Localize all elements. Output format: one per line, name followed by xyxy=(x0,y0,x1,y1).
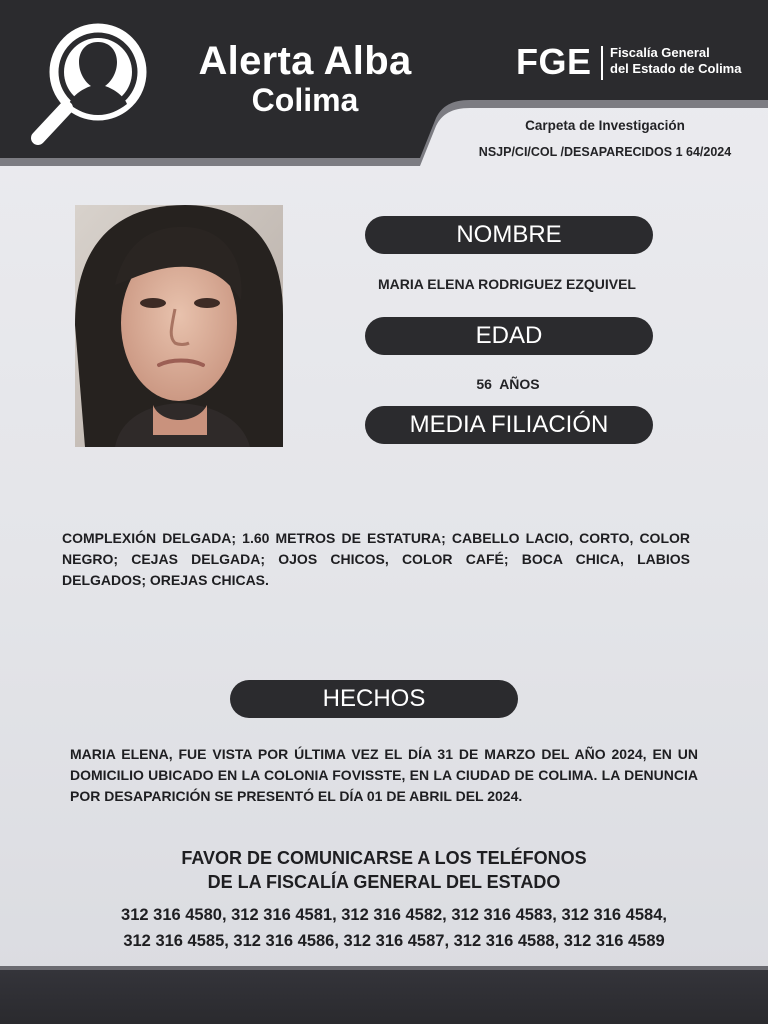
agency-name xyxy=(610,45,768,77)
description-label-pill: MEDIA FILIACIÓN xyxy=(365,406,653,444)
brand-subtitle: Colima xyxy=(251,82,359,118)
phone-list-line-1: 312 316 4580, 312 316 4581, 312 316 4582, 312 316 4583, 312 316 4584, xyxy=(121,906,667,924)
case-label: Carpeta de Investigación xyxy=(525,118,685,133)
case-number: NSJP/CI/COL /DESAPARECIDOS 1 64/2024 xyxy=(478,145,732,159)
magnifier-person-icon xyxy=(24,16,156,148)
contact-line-1: FAVOR DE COMUNICARSE A LOS TELÉFONOS xyxy=(181,848,587,868)
agency-abbreviation: FGE xyxy=(516,41,592,82)
facts-label-pill: HECHOS xyxy=(230,680,518,718)
person-name: MARIA ELENA RODRIGUEZ EZQUIVEL xyxy=(378,276,636,292)
facts-text: MARIA ELENA, FUE VISTA POR ÚLTIMA VEZ EL DÍA 31 DE MARZO DEL AÑO 2024, EN UN DOMICILIO UBICADO EN LA COLONIA FOVISSTE, EN LA CIUDAD DE COLIMA. LA DENUNCIA POR DESAPARICIÓN SE PRESENTÓ EL DÍA 01 DE ABRIL DEL 2024. xyxy=(70,746,698,804)
physical-description: COMPLEXIÓN DELGADA; 1.60 METROS DE ESTATURA; CABELLO LACIO, CORTO, COLOR NEGRO; CEJAS DELGADA; OJOS CHICOS, COLOR CAFÉ; BOCA CHICA, LABIOS DELGADOS; OREJAS CHICAS. xyxy=(62,530,690,588)
person-age: 56 AÑOS xyxy=(476,376,540,392)
agency-name-line2: del Estado de Colima xyxy=(610,61,742,76)
contact-line-2: DE LA FISCALÍA GENERAL DEL ESTADO xyxy=(207,872,561,892)
portrait-illustration xyxy=(75,205,283,447)
brand-title: Alerta Alba xyxy=(198,39,412,83)
agency-divider xyxy=(601,46,603,80)
agency-name-line1: Fiscalía General xyxy=(610,45,710,60)
footer-bar xyxy=(0,970,768,1024)
age-label-pill: EDAD xyxy=(365,317,653,355)
name-label-pill: NOMBRE xyxy=(365,216,653,254)
missing-person-photo xyxy=(75,205,283,447)
phone-list-line-2: 312 316 4585, 312 316 4586, 312 316 4587, 312 316 4588, 312 316 4589 xyxy=(123,932,665,950)
